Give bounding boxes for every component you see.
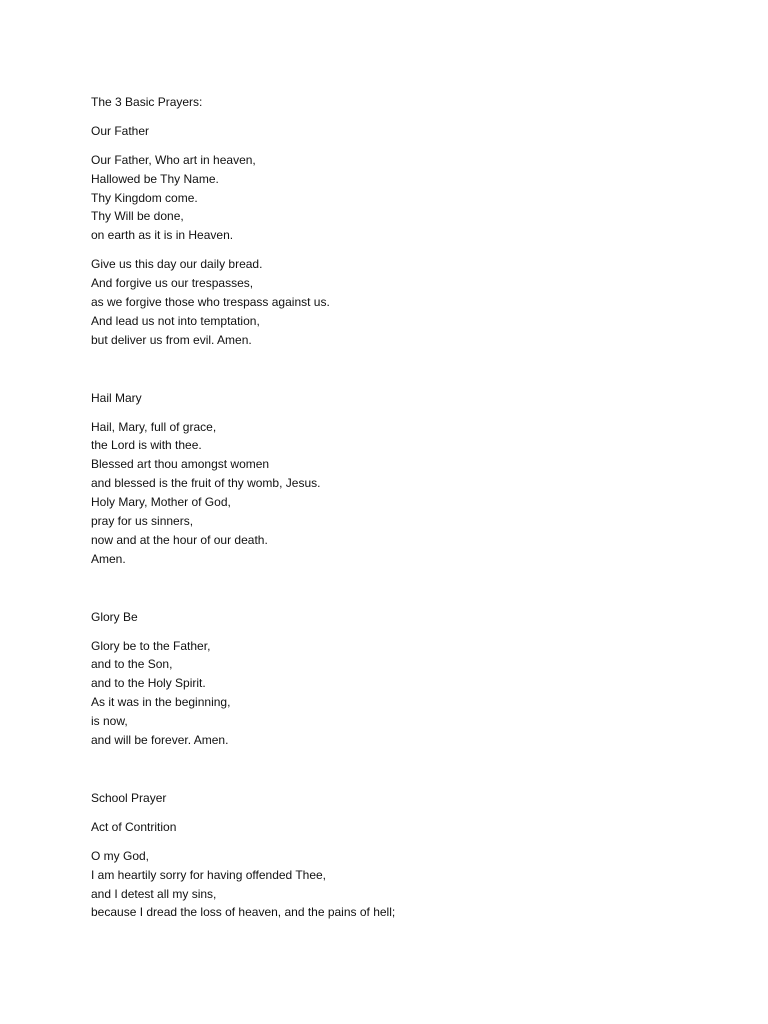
text-line: Give us this day our daily bread. [91,257,263,272]
subheading-act-of-contrition: Act of Contrition [91,819,177,834]
text-line: And forgive us our trespasses, [91,276,254,291]
text-line: Amen. [91,551,126,566]
text-line: Thy Kingdom come. [91,190,198,205]
text-line: Holy Mary, Mother of God, [91,495,231,510]
text-line: And lead us not into temptation, [91,313,260,328]
text-line: and blessed is the fruit of thy womb, Jesus. [91,476,321,491]
section-heading-glory-be: Glory Be [91,609,138,624]
our-father-stanza-1 [91,151,691,245]
act-of-contrition-stanza-1 [91,847,691,923]
text-line: and to the Holy Spirit. [91,676,206,691]
text-line: pray for us sinners, [91,514,194,529]
text-line: As it was in the beginning, [91,695,231,710]
text-line: and I detest all my sins, [91,886,217,901]
text-line: Hallowed be Thy Name. [91,171,219,186]
text-line: Glory be to the Father, [91,638,211,653]
text-line: Our Father, Who art in heaven, [91,152,256,167]
text-line: as we forgive those who trespass against us. [91,295,330,310]
text-line: and will be forever. Amen. [91,733,229,748]
our-father-stanza-2 [91,255,691,349]
glory-be-stanza-1 [91,637,691,750]
text-line: is now, [91,714,128,729]
section-heading-school-prayer: School Prayer [91,790,167,805]
text-line: the Lord is with thee. [91,438,202,453]
text-line: Thy Will be done, [91,209,184,224]
text-line: and to the Son, [91,657,173,672]
section-heading-hail-mary: Hail Mary [91,390,142,405]
text-line: O my God, [91,848,150,863]
text-line: now and at the hour of our death. [91,532,268,547]
text-line: on earth as it is in Heaven. [91,228,234,243]
text-line: but deliver us from evil. Amen. [91,332,252,347]
hail-mary-stanza-1 [91,418,691,569]
text-line: I am heartily sorry for having offended Thee, [91,867,327,882]
text-line: because I dread the loss of heaven, and the pains of hell; [91,905,396,920]
document-body [91,93,691,922]
section-heading-our-father: Our Father [91,123,150,138]
text-line: Blessed art thou amongst women [91,457,270,472]
text-line: Hail, Mary, full of grace, [91,419,217,434]
document-title: The 3 Basic Prayers: [91,95,203,109]
